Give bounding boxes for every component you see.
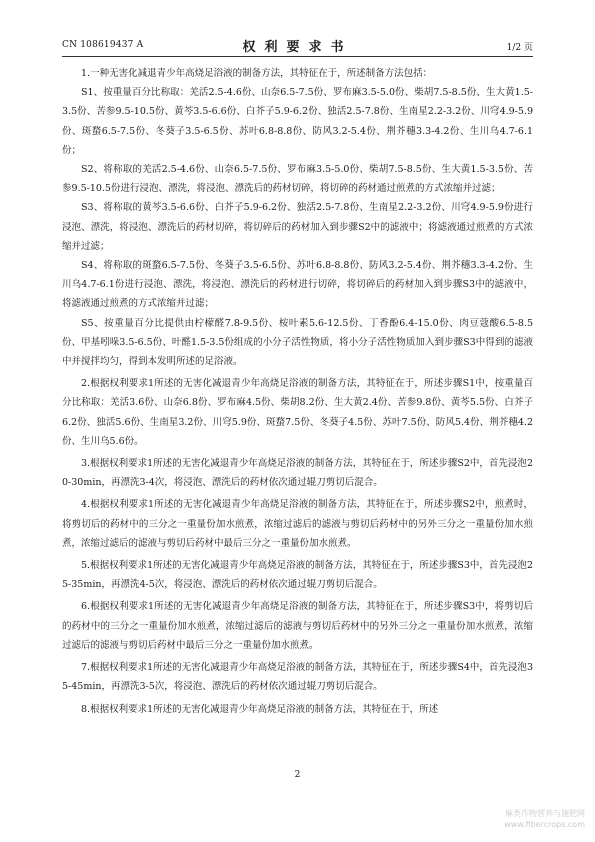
- page-indicator: 1/2 页: [506, 43, 533, 53]
- claim-1-step-s2: S2、将称取的羌活2.5-4.6份、山奈6.5-7.5份、罗布麻3.5-5.0份、柴胡7.5-8.5份、生大黄1.5-3.5份、苦参9.5-10.5份进行浸泡、漂洗，将浸泡、漂洗后的药材切碎，将切碎的药材通过煎煮的方式浓缩并过滤；: [62, 164, 533, 195]
- claim-4: 4.根据权利要求1所述的无害化减退青少年高烧足浴液的制备方法，其特征在于，所述步骤S2中，煎煮时，将剪切后的药材中的三分之一重量份加水煎煮，浓缩过滤后的滤液与剪切后药材中的另外三分之一重量份加水煎煮，浓缩过滤后的滤液与剪切后药材中最后三分之一重量份加水煎煮。: [62, 499, 533, 549]
- claim-1-step-s5: S5、按重量百分比提供由柠檬醛7.8-9.5份、桉叶素5.6-12.5份、丁香酚6.4-15.0份、肉豆蔻酸6.5-8.5份、甲基吲哚3.5-6.5份、叶醛1.5-3.5份组成的小分子活性物质，将小分子活性物质加入到步骤S3中得到的滤液中并搅拌均匀，得到本发明所述的足浴液。: [62, 317, 533, 368]
- watermark-site-name: 麻类作物营养与施肥网: [505, 809, 585, 818]
- site-watermark: [504, 808, 585, 830]
- claim-2: 2.根据权利要求1所述的无害化减退青少年高烧足浴液的制备方法，其特征在于，所述步骤S1中，按重量百分比称取：羌活3.6份、山奈6.8份、罗布麻4.5份、柴胡8.2份、生大黄2.4份、苦参9.8份、黄芩5.5份、白芥子6.2份、独活5.6份、生南星3.2份、川穹5.9份、斑蝥7.5份、冬葵子4.5份、苏叶7.5份、防风5.4份、荆芥穗4.2份、生川乌5.6份。: [62, 378, 533, 447]
- claim-3: 3.根据权利要求1所述的无害化减退青少年高烧足浴液的制备方法，其特征在于，所述步骤S2中，首先浸泡20-30min，再漂洗3-4次，将浸泡、漂洗后的药材依次通过辊刀剪切后混合。: [62, 458, 533, 489]
- claim-1-step-s4: S4、将称取的斑蝥6.5-7.5份、冬葵子3.5-6.5份、苏叶6.8-8.8份、防风3.2-5.4份、荆芥穗3.3-4.2份、生川乌4.7-6.1份进行浸泡、漂洗，将浸泡、漂洗后的药材进行切碎，将切碎后的药材加入到步骤S3中的滤液中，将滤液通过煎煮的方式浓缩并过滤；: [62, 260, 533, 310]
- claim-7: 7.根据权利要求1所述的无害化减退青少年高烧足浴液的制备方法，其特征在于，所述步骤S4中，首先浸泡35-45min，再漂洗3-5次，将浸泡、漂洗后的药材依次通过辊刀剪切后混合。: [62, 662, 533, 693]
- page-number: 2: [294, 770, 301, 780]
- claim-1-step-s1: S1、按重量百分比称取：羌活2.5-4.6份、山奈6.5-7.5份、罗布麻3.5-5.0份、柴胡7.5-8.5份、生大黄1.5-3.5份、苦参9.5-10.5份、黄芩3.5-6.6份、白芥子5.9-6.2份、独活2.5-7.8份、生南星2.2-3.2份、川穹4.9-5.9份、斑蝥6.5-7.5份、冬葵子3.5-6.5份、苏叶6.8-8.8份、防风3.2-5.4份、荆芥穗3.3-4.2份、生川乌4.7-6.1份；: [62, 87, 533, 156]
- claim-6: 6.根据权利要求1所述的无害化减退青少年高烧足浴液的制备方法，其特征在于，所述步骤S3中，将剪切后的药材中的三分之一重量份加水煎煮，浓缩过滤后的滤液与剪切后药材中的另外三分之一重量份加水煎煮，浓缩过滤后的滤液与剪切后药材中最后三分之一重量份加水煎煮。: [62, 601, 533, 651]
- claim-5: 5.根据权利要求1所述的无害化减退青少年高烧足浴液的制备方法，其特征在于，所述步骤S3中，首先浸泡25-35min，再漂洗4-5次，将浸泡、漂洗后的药材依次通过辊刀剪切后混合。: [62, 560, 533, 591]
- claims-body: [62, 64, 533, 776]
- document-title: 权利要求书: [242, 40, 353, 55]
- claim-1-step-s3: S3、将称取的黄芩3.5-6.6份、白芥子5.9-6.2份、独活2.5-7.8份、生南星2.2-3.2份、川穹4.9-5.9份进行浸泡、漂洗，将浸泡、漂洗后的药材切碎，将切碎后的药材加入到步骤S2中的滤液中；将滤液通过煎煮的方式浓缩并过滤；: [62, 202, 533, 252]
- claim-8: 8.根据权利要求1所述的无害化减退青少年高烧足浴液的制备方法，其特征在于，所述: [81, 703, 439, 715]
- watermark-url: www.fibercrops.com: [504, 820, 585, 829]
- claim-1-intro: 1.一种无害化减退青少年高烧足浴液的制备方法，其特征在于，所述制备方法包括：: [81, 68, 433, 79]
- patent-number: CN 108619437 A: [62, 40, 144, 50]
- page-header: [62, 36, 533, 57]
